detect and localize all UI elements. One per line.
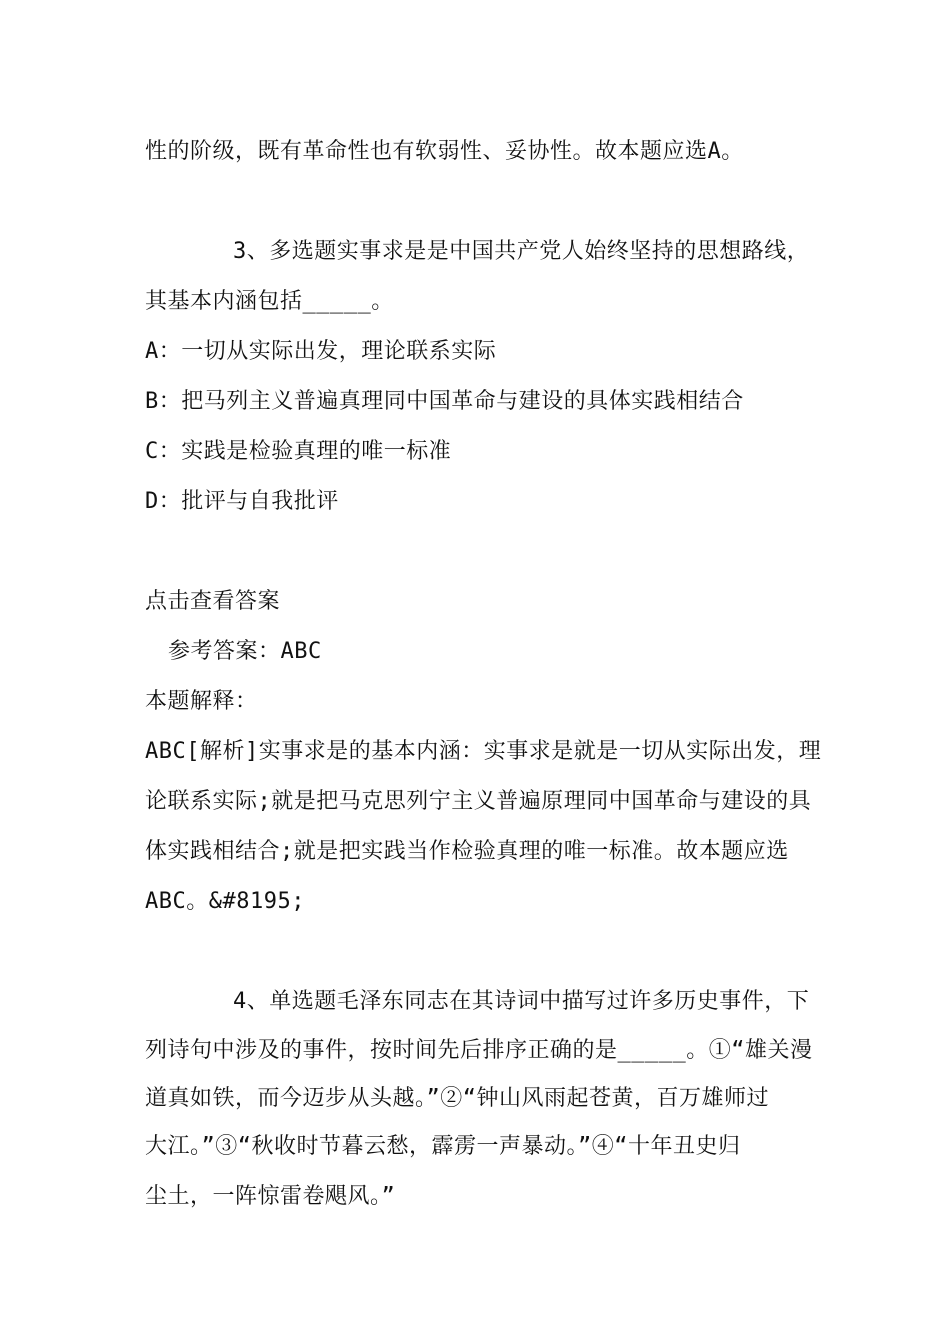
view-answer-link[interactable]: 点击查看答案 bbox=[145, 589, 281, 614]
question-4-stem-line-4: 大江。”③“秋收时节暮云愁，霹雳一声暴动。”④“十年丑史归 bbox=[145, 1134, 741, 1159]
reference-answer: 参考答案：ABC bbox=[168, 639, 322, 664]
previous-explanation-tail: 性的阶级，既有革命性也有软弱性、妥协性。故本题应选A。 bbox=[145, 139, 744, 164]
question-3-option-b: B：把马列主义普遍真理同中国革命与建设的具体实践相结合 bbox=[145, 389, 744, 414]
question-3-option-c: C：实践是检验真理的唯一标准 bbox=[145, 439, 452, 464]
question-3-option-a: A：一切从实际出发，理论联系实际 bbox=[145, 339, 497, 364]
explanation-line-3: 体实践相结合;就是把实践当作检验真理的唯一标准。故本题应选 bbox=[145, 839, 789, 864]
explanation-line-4: ABC。&#8195; bbox=[145, 889, 305, 914]
explanation-line-1: ABC[解析]实事求是的基本内涵：实事求是就是一切从实际出发，理 bbox=[145, 739, 822, 764]
explanation-line-2: 论联系实际;就是把马克思列宁主义普遍原理同中国革命与建设的具 bbox=[145, 789, 812, 814]
question-3-stem-line-1: 3、多选题实事求是是中国共产党人始终坚持的思想路线， bbox=[233, 239, 810, 264]
question-4-stem-line-2: 列诗句中涉及的事件，按时间先后排序正确的是_____。①“雄关漫 bbox=[145, 1038, 813, 1063]
explanation-label: 本题解释： bbox=[145, 689, 258, 714]
question-3-stem-line-2: 其基本内涵包括_____。 bbox=[145, 289, 394, 314]
question-4-stem-line-3: 道真如铁，而今迈步从头越。”②“钟山风雨起苍黄，百万雄师过 bbox=[145, 1086, 769, 1111]
question-4-stem-line-5: 尘土，一阵惊雷卷飓风。” bbox=[145, 1184, 396, 1209]
question-4-stem-line-1: 4、单选题毛泽东同志在其诗词中描写过许多历史事件，下 bbox=[233, 989, 810, 1014]
question-3-option-d: D：批评与自我批评 bbox=[145, 489, 339, 514]
